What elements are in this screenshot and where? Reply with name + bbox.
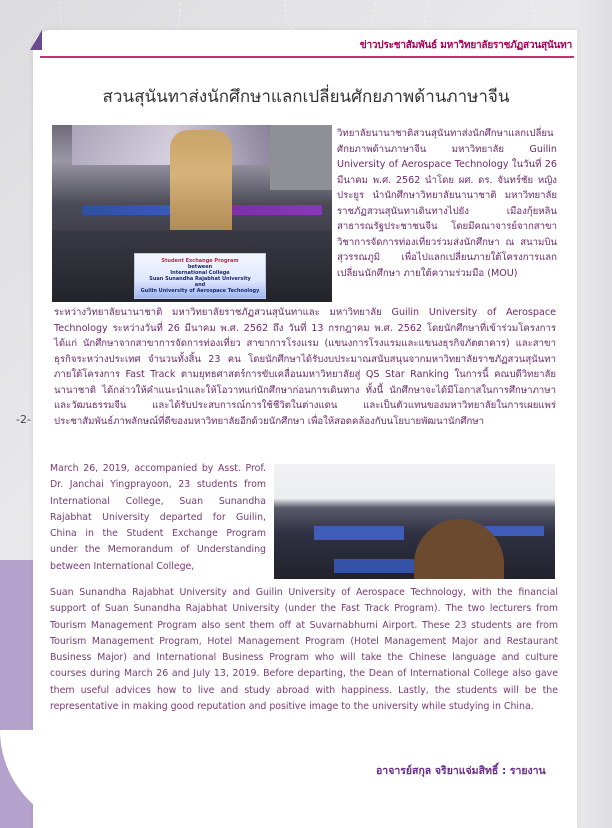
- thai-paragraph-full-text: ระหว่างวิทยาลัยนานาชาติ มหาวิทยาลัยราชภัฏสวนสุนันทาและ มหาวิทยาลัย Guilin University of Aerospace Technology ระหว่างวันที่ 26 มีนาคม พ.ศ. 2562 ถึง วันที่ 13 กรกฎาคม พ.ศ. 2562 โดยนักศึกษาที่เข้าร่วมโครงการ ได้แก่ นักศึกษาจากสาขาการจัดการท่องเที่ยว สาขาการโรงแรม (แขนงการโรงแรมและแขนงธุรกิจภัตตาคาร) และสาขาธุรกิจระหว่างประเทศ จำนวนทั้งสิ้น 23 คน โดยนักศึกษาได้รับงบประมาณสนับสนุนจากมหาวิทยาลัยราชภัฏสวนสุนันทา ภายใต้โครงการ Fast Track ตามยุทธศาสตร์การขับเคลื่อนมหาวิทยาลัยสู่ QS Star Ranking ในการนี้ คณบดีวิทยาลัยนานาชาติ ได้กล่าวให้คำแนะนำและให้โอวาทแก่นักศึกษาก่อนการเดินทาง ทั้งนี้ นักศึกษาจะได้มีโอกาสในการศึกษาภาษาและวัฒนธรรมจีน และได้รับประสบการณ์การใช้ชีวิตในต่างแดน และเป็นตัวแทนของมหาวิทยาลัยในการเผยแพร่ ประชาสัมพันธ์ภาพลักษณ์ที่ดีของมหาวิทยาลัยอีกด้วยนักศึกษา เพื่อให้สอดคล้องกับนโยบายพัฒนานักศึกษา: [54, 307, 556, 427]
- english-paragraph-left-text: March 26, 2019, accompanied by Asst. Prof. Dr. Janchai Yingprayoon, 23 students from International College, Suan Sunandha Rajabhat University departed for Guilin, China in the Student Exchange Program under the Memorandum of Understanding between International College,: [50, 463, 266, 572]
- classroom-desk: [334, 559, 414, 573]
- thai-paragraph-top: [337, 126, 557, 281]
- banner-and: and: [194, 282, 206, 288]
- corner-triangle-decoration: [30, 30, 42, 50]
- thai-paragraph-full: [54, 305, 556, 429]
- english-paragraph-full-text: Suan Sunandha Rajabhat University and Guilin University of Aerospace Technology, with the financial support of Suan Sunandha Rajabhat University (under the Fast Track Program). The two lecturers from Tourism Management Program also sent them off at Suvarnabhumi Airport. These 23 students are from Tourism Management Program, Hotel Management Program (Hotel Management Major and Restaurant Business Major) and International Business Program who will take the Chinese language and culture courses during March 26 and July 13, 2019. Before departing, the Dean of International College also gave them useful advices how to live and study abroad with happiness. Lastly, the students will be the representative in making good reputation and positive image to the university while studying in China.: [50, 587, 558, 713]
- page-number: -2-: [16, 413, 31, 426]
- english-paragraph-full: [50, 585, 558, 715]
- reporter-credit: อาจารย์สกุล จริยาแจ่มสิทธิ์ : รายงาน: [376, 765, 546, 777]
- banner-line3: Guilin University of Aerospace Technology: [140, 288, 260, 294]
- exchange-program-banner: [134, 253, 266, 299]
- banner-title: Student Exchange Program: [161, 258, 239, 264]
- group-photo-airport: [52, 125, 332, 302]
- thai-paragraph-top-text: วิทยาลัยนานาชาติสวนสุนันทาส่งนักศึกษาแลกเปลี่ยนศักยภาพด้านภาษาจีน มหาวิทยาลัย Guilin University of Aerospace Technology ในวันที่ 26 มีนาคม พ.ศ. 2562 นำโดย ผศ. ดร. จันทร์ชัย หญิงประยูร นำนักศึกษาวิทยาลัยนานาชาติ มหาวิทยาลัยราชภัฏสวนสุนันทาเดินทางไปยัง เมืองกุ้ยหลินสาธารณรัฐประชาชนจีน โดยมีคณาจารย์จากสาขาวิชาการจัดการท่องเที่ยวร่วมส่งนักศึกษา ณ สนามบินสุวรรณภูมิ เพื่อไปแลกเปลี่ยนภายใต้โครงการแลกเปลี่ยนนักศึกษา ภายใต้ความร่วมมือ (MOU): [337, 128, 557, 279]
- banner-line1: International College: [170, 270, 230, 276]
- header-divider: [40, 56, 574, 58]
- banner-line2: Suan Sunandha Rajabhat University: [149, 276, 251, 282]
- newsletter-header: ข่าวประชาสัมพันธ์ มหาวิทยาลัยราชภัฏสวนสุนันทา: [359, 40, 572, 51]
- banner-between: between: [187, 264, 213, 270]
- guardian-statue: [170, 130, 232, 240]
- article-title: สวนสุนันทาส่งนักศึกษาแลกเปลี่ยนศักยภาพด้านภาษาจีน: [102, 87, 510, 107]
- photo-wall-panel: [270, 125, 332, 190]
- english-paragraph-left: [50, 461, 266, 575]
- right-margin-shade: [577, 0, 612, 828]
- classroom-photo: [274, 464, 555, 579]
- classroom-desk: [314, 526, 404, 540]
